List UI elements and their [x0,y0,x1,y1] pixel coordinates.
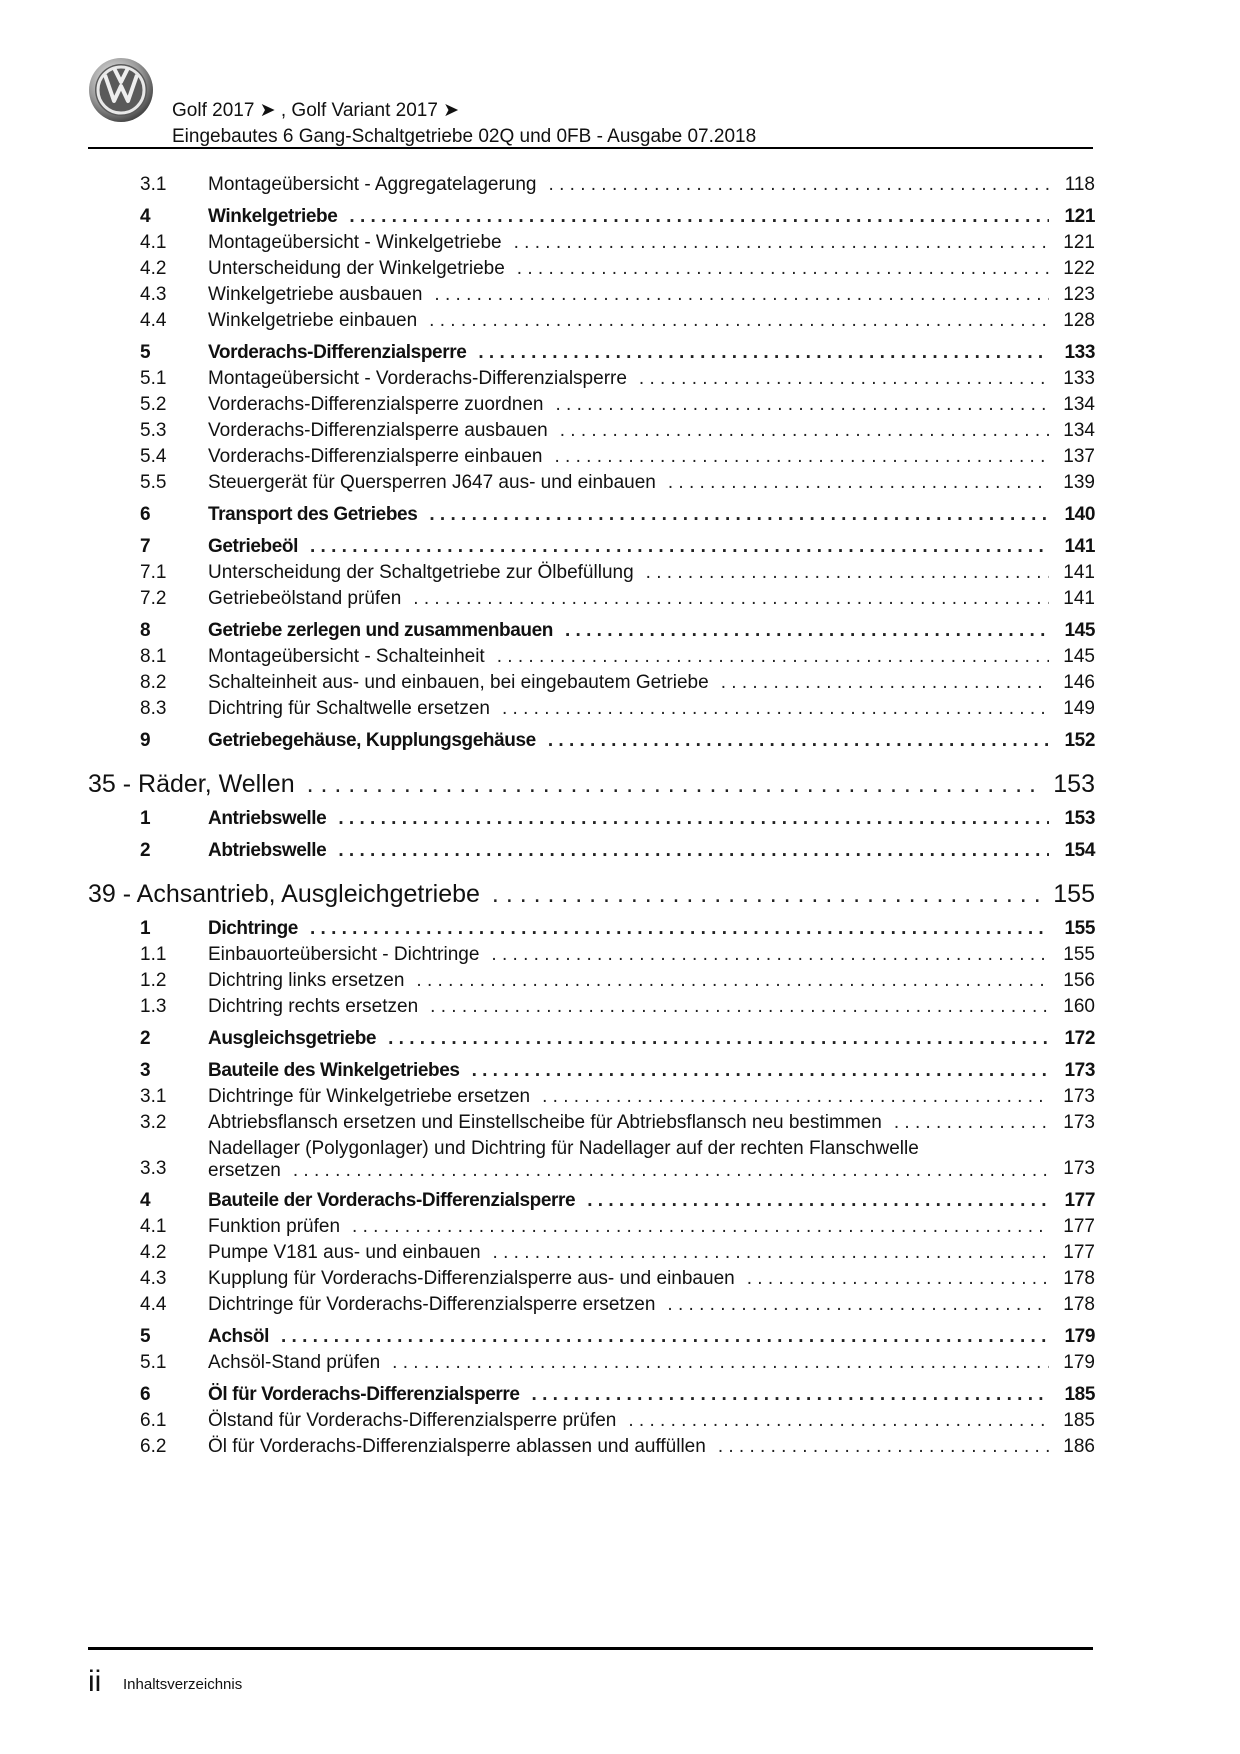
dot-leader [493,1240,1049,1266]
toc-title-wrap [208,696,1049,722]
toc-page-number: 122 [1063,258,1095,279]
toc-number: 6 [140,504,151,525]
dot-leader [639,366,1049,392]
toc-section[interactable] [88,340,1095,366]
dot-leader [281,1324,1049,1350]
dot-leader [293,1160,1049,1182]
toc-entry[interactable] [88,968,1095,994]
toc-number: 5.1 [140,1352,167,1373]
toc-page-number: 121 [1064,206,1095,227]
toc-entry[interactable] [88,1434,1095,1460]
footer-page-number: ii [88,1665,102,1698]
toc-title: 35 - Räder, Wellen [88,770,295,798]
toc-entry[interactable] [88,256,1095,282]
toc-title-wrap [208,256,1049,282]
toc-number: 8.1 [140,646,167,667]
dot-leader [668,470,1049,496]
toc-title-wrap [208,968,1049,994]
toc-title: Vorderachs-Differenzialsperre einbauen [208,446,543,467]
toc-title-wrap [208,670,1049,696]
header-title: Eingebautes 6 Gang-Schaltgetriebe 02Q und 0FB - Ausgabe 07.2018 [172,126,757,147]
toc-page-number: 121 [1063,232,1095,253]
toc-title: Getriebe zerlegen und zusammenbauen [208,620,553,641]
dot-leader [556,392,1050,418]
dot-leader [434,282,1049,308]
toc-page-number: 173 [1063,1086,1095,1107]
toc-page-number: 179 [1064,1326,1095,1347]
toc-title-wrap [208,644,1049,670]
dot-leader [307,768,1039,800]
toc-chapter[interactable] [88,878,1095,910]
dot-leader [413,586,1049,612]
toc-title-wrap [208,1240,1049,1266]
dot-leader [587,1188,1049,1214]
toc-page-number: 118 [1064,174,1095,195]
toc-page-number: 153 [1064,808,1095,829]
toc-entry[interactable] [88,230,1095,256]
toc-entry[interactable] [88,366,1095,392]
toc-number: 5.1 [140,368,167,389]
toc-title-wrap [208,204,1049,230]
toc-section[interactable] [88,502,1095,528]
toc-title: Transport des Getriebes [208,504,418,525]
toc-section[interactable] [88,1324,1095,1350]
toc-title: Öl für Vorderachs-Differenzialsperre [208,1384,520,1405]
dot-leader [416,968,1049,994]
toc-title-wrap [208,172,1049,198]
toc-page-number: 141 [1063,588,1095,609]
toc-section[interactable] [88,618,1095,644]
toc-page-number: 178 [1063,1268,1095,1289]
toc-section[interactable] [88,806,1095,832]
toc-title: Dichtringe [208,918,298,939]
toc-page-number: 186 [1063,1436,1095,1457]
toc-title: Dichtring rechts ersetzen [208,996,419,1017]
toc-number: 4 [140,206,151,227]
toc-entry[interactable] [88,644,1095,670]
dot-leader [388,1026,1049,1052]
footer-label: Inhaltsverzeichnis [123,1676,243,1693]
toc-title: Winkelgetriebe einbauen [208,310,418,331]
dot-leader [497,644,1049,670]
toc-page-number: 141 [1064,536,1095,557]
toc-title-wrap [208,444,1049,470]
dot-leader [338,806,1049,832]
dot-leader [430,994,1049,1020]
toc-entry[interactable] [88,586,1095,612]
toc-number: 6.1 [140,1410,167,1431]
toc-number: 3.1 [140,1086,167,1107]
dot-leader [310,916,1049,942]
toc-title-wrap [208,470,1049,496]
toc-title-wrap [208,418,1049,444]
toc-number: 2 [140,840,151,861]
toc-entry[interactable] [88,1266,1095,1292]
toc-section[interactable] [88,916,1095,942]
table-of-contents [88,172,1095,1460]
toc-page-number: 156 [1063,970,1095,991]
toc-title-wrap [208,1026,1049,1052]
toc-title: Kupplung für Vorderachs-Differenzialsperre aus- und einbauen [208,1268,735,1289]
toc-number: 3.3 [140,1158,167,1179]
toc-title-wrap [208,1084,1049,1110]
dot-leader [310,534,1049,560]
toc-title-wrap [208,340,1049,366]
toc-number: 5.2 [140,394,167,415]
toc-page-number: 140 [1064,504,1095,525]
toc-page-number: 133 [1063,368,1095,389]
toc-section[interactable] [88,1188,1095,1214]
toc-title: Steuergerät für Quersperren J647 aus- und einbauen [208,472,656,493]
toc-title-wrap [208,994,1049,1020]
toc-number: 4.3 [140,284,167,305]
toc-title: Vorderachs-Differenzialsperre [208,342,467,363]
toc-title-wrap [208,728,1049,754]
dot-leader [349,204,1049,230]
toc-title: Nadellager (Polygonlager) und Dichtring für Nadellager auf der rechten Flanschwelle [208,1138,919,1159]
toc-title-wrap [208,502,1049,528]
toc-title-continued: ersetzen [208,1160,281,1181]
toc-title: Achsöl-Stand prüfen [208,1352,381,1373]
toc-title: Montageübersicht - Winkelgetriebe [208,232,502,253]
toc-entry[interactable] [88,1350,1095,1376]
toc-number: 9 [140,730,151,751]
toc-title: 39 - Achsantrieb, Ausgleichgetriebe [88,880,480,908]
toc-page-number: 141 [1063,562,1095,583]
toc-number: 2 [140,1028,151,1049]
toc-entry[interactable] [88,1110,1095,1136]
header-model: Golf 2017 ➤ , Golf Variant 2017 ➤ [172,100,460,121]
toc-title: Unterscheidung der Schaltgetriebe zur Ölbefüllung [208,562,634,583]
toc-page-number: 152 [1064,730,1095,751]
toc-entry[interactable] [88,172,1095,198]
toc-title-wrap [208,230,1049,256]
toc-title: Montageübersicht - Aggregatelagerung [208,174,537,195]
toc-number: 1.2 [140,970,167,991]
toc-page-number: 145 [1063,646,1095,667]
toc-page-number: 123 [1063,284,1095,305]
toc-page-number: 185 [1063,1410,1095,1431]
toc-number: 5 [140,342,151,363]
toc-entry[interactable] [88,1214,1095,1240]
dot-leader [429,502,1049,528]
toc-page-number: 185 [1064,1384,1095,1405]
toc-page-number: 155 [1053,880,1095,908]
toc-title: Bauteile des Winkelgetriebes [208,1060,460,1081]
toc-title: Antriebswelle [208,808,327,829]
toc-section[interactable] [88,1026,1095,1052]
toc-page-number: 134 [1063,420,1095,441]
toc-number: 8.3 [140,698,167,719]
toc-title: Ölstand für Vorderachs-Differenzialsperre prüfen [208,1410,617,1431]
dot-leader [560,418,1049,444]
toc-title-wrap [208,282,1049,308]
toc-number: 3 [140,1060,151,1081]
toc-number: 5 [140,1326,151,1347]
toc-title-wrap [208,1324,1049,1350]
toc-entry[interactable] [88,942,1095,968]
toc-page-number: 145 [1064,620,1095,641]
toc-number: 4 [140,1190,151,1211]
toc-section[interactable] [88,838,1095,864]
toc-page-number: 178 [1063,1294,1095,1315]
toc-page-number: 153 [1053,770,1095,798]
dot-leader [894,1110,1049,1136]
dot-leader [429,308,1049,334]
toc-title: Dichtring links ersetzen [208,970,405,991]
toc-page-number: 173 [1063,1112,1095,1133]
toc-page-number: 154 [1064,840,1095,861]
toc-title-wrap [208,1214,1049,1240]
dot-leader [718,1434,1049,1460]
toc-entry[interactable] [88,308,1095,334]
toc-entry[interactable] [88,1240,1095,1266]
toc-entry[interactable] [88,444,1095,470]
toc-title-wrap [88,878,1039,910]
toc-page-number: 179 [1063,1352,1095,1373]
toc-page-number: 177 [1064,1190,1095,1211]
toc-section[interactable] [88,1058,1095,1084]
toc-page-number: 155 [1064,918,1095,939]
toc-title: Winkelgetriebe ausbauen [208,284,423,305]
dot-leader [554,444,1049,470]
toc-title: Getriebeölstand prüfen [208,588,402,609]
toc-title-wrap [208,942,1049,968]
toc-title: Unterscheidung der Winkelgetriebe [208,258,505,279]
toc-number: 3.1 [140,174,167,195]
toc-number: 4.1 [140,232,167,253]
vw-logo-icon [88,57,154,123]
toc-number: 7.2 [140,588,167,609]
toc-section[interactable] [88,204,1095,230]
toc-number: 4.1 [140,1216,167,1237]
toc-entry[interactable] [88,560,1095,586]
toc-title-wrap [208,1350,1049,1376]
toc-entry[interactable] [88,1084,1095,1110]
toc-title: Achsöl [208,1326,269,1347]
toc-title-wrap [208,560,1049,586]
toc-title-wrap [208,1188,1049,1214]
toc-chapter[interactable] [88,768,1095,800]
dot-leader [472,1058,1049,1084]
dot-leader [338,838,1049,864]
toc-number: 8 [140,620,151,641]
toc-title-wrap [208,1382,1049,1408]
toc-title-wrap [208,534,1049,560]
dot-leader [532,1382,1049,1408]
toc-title: Dichtring für Schaltwelle ersetzen [208,698,490,719]
toc-page-number: 160 [1063,996,1095,1017]
dot-leader [502,696,1049,722]
dot-leader [517,256,1049,282]
toc-title: Funktion prüfen [208,1216,341,1237]
toc-section[interactable] [88,1382,1095,1408]
header-divider [88,147,1093,149]
toc-title-wrap [208,1292,1049,1318]
toc-title: Schalteinheit aus- und einbauen, bei eingebautem Getriebe [208,672,709,693]
toc-title: Getriebeöl [208,536,298,557]
toc-page-number: 137 [1063,446,1095,467]
toc-number: 1 [140,808,151,829]
toc-title: Einbauorteübersicht - Dichtringe [208,944,480,965]
toc-entry[interactable] [88,670,1095,696]
toc-page-number: 133 [1064,342,1095,363]
toc-title-wrap [208,916,1049,942]
toc-entry[interactable] [88,1408,1095,1434]
dot-leader [721,670,1049,696]
toc-title: Vorderachs-Differenzialsperre ausbauen [208,420,548,441]
dot-leader [565,618,1049,644]
toc-page-number: 173 [1063,1158,1095,1179]
toc-number: 5.5 [140,472,167,493]
toc-number: 4.2 [140,1242,167,1263]
toc-page-number: 172 [1064,1028,1095,1049]
toc-number: 7.1 [140,562,167,583]
toc-page-number: 177 [1063,1242,1095,1263]
toc-number: 4.4 [140,310,167,331]
toc-entry[interactable] [88,1292,1095,1318]
toc-number: 6.2 [140,1436,167,1457]
toc-title: Abtriebsflansch ersetzen und Einstellscheibe für Abtriebsflansch neu bestimmen [208,1112,882,1133]
toc-number: 5.3 [140,420,167,441]
toc-title: Öl für Vorderachs-Differenzialsperre ablassen und auffüllen [208,1436,706,1457]
toc-page-number: 149 [1063,698,1095,719]
toc-number: 4.2 [140,258,167,279]
dot-leader [628,1408,1049,1434]
toc-number: 7 [140,536,151,557]
toc-title-wrap [208,1058,1049,1084]
toc-section[interactable] [88,728,1095,754]
toc-title: Dichtringe für Winkelgetriebe ersetzen [208,1086,531,1107]
toc-page-number: 139 [1063,472,1095,493]
dot-leader [549,172,1049,198]
dot-leader [646,560,1049,586]
toc-title: Bauteile der Vorderachs-Differenzialsperre [208,1190,576,1211]
toc-entry[interactable] [88,696,1095,722]
toc-title-wrap [208,838,1049,864]
dot-leader [747,1266,1049,1292]
toc-title-wrap [208,392,1049,418]
toc-number: 1.1 [140,944,167,965]
toc-number: 3.2 [140,1112,167,1133]
toc-entry[interactable] [88,1136,1095,1182]
toc-number: 4.3 [140,1268,167,1289]
toc-page-number: 128 [1063,310,1095,331]
dot-leader [478,340,1049,366]
toc-title-wrap [208,1138,1049,1182]
toc-page-number: 146 [1063,672,1095,693]
toc-entry[interactable] [88,470,1095,496]
toc-entry[interactable] [88,418,1095,444]
toc-title-wrap [208,1266,1049,1292]
toc-section[interactable] [88,534,1095,560]
toc-entry[interactable] [88,994,1095,1020]
toc-title-wrap [208,586,1049,612]
toc-title-wrap [208,308,1049,334]
toc-title: Getriebegehäuse, Kupplungsgehäuse [208,730,536,751]
toc-title: Ausgleichsgetriebe [208,1028,377,1049]
toc-entry[interactable] [88,282,1095,308]
footer-divider [88,1647,1093,1650]
toc-title: Pumpe V181 aus- und einbauen [208,1242,481,1263]
toc-title: Vorderachs-Differenzialsperre zuordnen [208,394,544,415]
dot-leader [548,728,1049,754]
dot-leader [514,230,1049,256]
dot-leader [352,1214,1049,1240]
dot-leader [491,942,1049,968]
toc-title-wrap [88,768,1039,800]
toc-page-number: 177 [1063,1216,1095,1237]
dot-leader [542,1084,1049,1110]
toc-title: Dichtringe für Vorderachs-Differenzialsperre ersetzen [208,1294,656,1315]
toc-page-number: 173 [1064,1060,1095,1081]
dot-leader [392,1350,1049,1376]
toc-title: Montageübersicht - Vorderachs-Differenzialsperre [208,368,627,389]
toc-number: 5.4 [140,446,167,467]
toc-title-wrap [208,1408,1049,1434]
toc-number: 4.4 [140,1294,167,1315]
toc-title-wrap [208,366,1049,392]
toc-title: Winkelgetriebe [208,206,338,227]
toc-title: Montageübersicht - Schalteinheit [208,646,485,667]
toc-title-wrap [208,806,1049,832]
dot-leader [667,1292,1049,1318]
toc-number: 1.3 [140,996,167,1017]
toc-page-number: 155 [1063,944,1095,965]
toc-entry[interactable] [88,392,1095,418]
toc-number: 1 [140,918,151,939]
toc-title: Abtriebswelle [208,840,327,861]
toc-page-number: 134 [1063,394,1095,415]
toc-title-wrap [208,1434,1049,1460]
toc-title-wrap [208,618,1049,644]
dot-leader [492,878,1039,910]
toc-number: 8.2 [140,672,167,693]
toc-title-wrap [208,1110,1049,1136]
toc-number: 6 [140,1384,151,1405]
